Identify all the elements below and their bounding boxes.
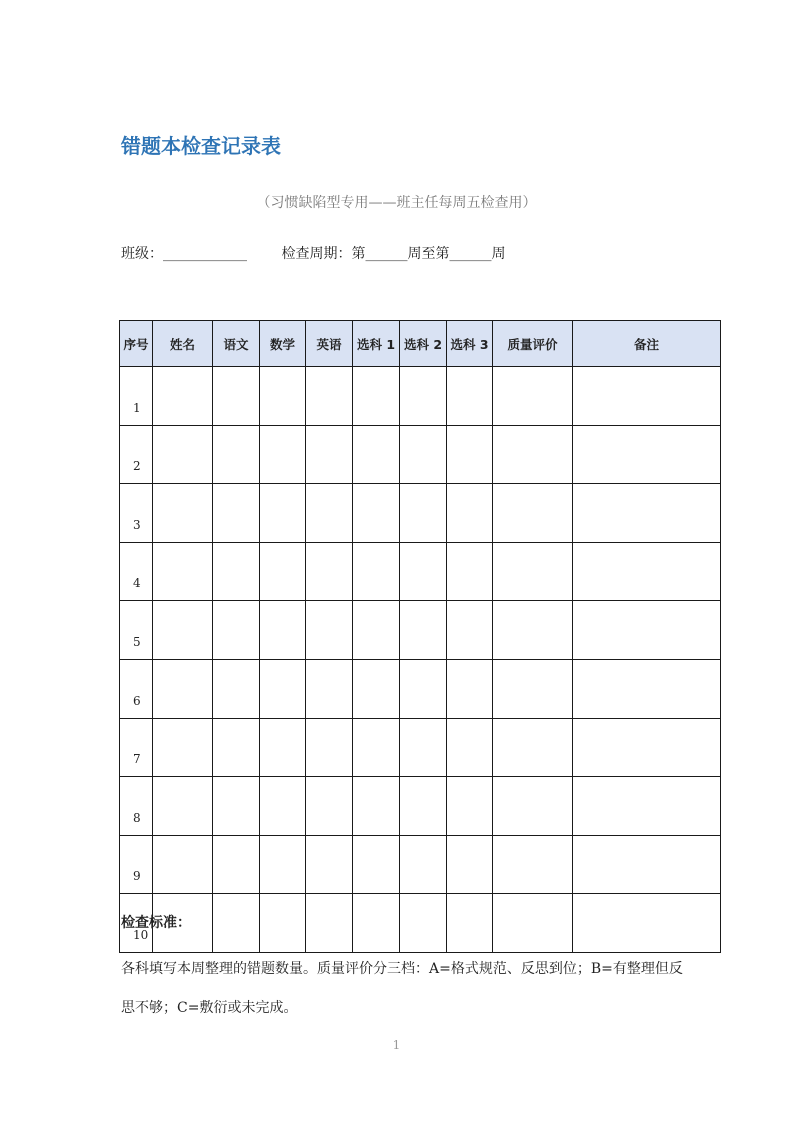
cell-elective-2[interactable] [400,718,447,777]
row-index: 2 [120,425,153,484]
cell-elective-1[interactable] [353,425,400,484]
cell-english[interactable] [306,894,353,953]
cell-english[interactable] [306,367,353,426]
cell-remarks[interactable] [573,835,721,894]
cell-quality[interactable] [493,835,573,894]
cell-math[interactable] [260,894,306,953]
header-english: 英语 [306,321,353,367]
cell-name[interactable] [153,777,213,836]
header-math: 数学 [260,321,306,367]
cell-elective-3[interactable] [447,718,493,777]
header-elective-2: 选科 2 [400,321,447,367]
table-row [120,777,721,836]
cell-english[interactable] [306,484,353,543]
table-row [120,425,721,484]
cell-elective-3[interactable] [447,835,493,894]
class-field: 班级：____________ [121,246,247,262]
cell-elective-1[interactable] [353,484,400,543]
cell-elective-3[interactable] [447,894,493,953]
cell-elective-3[interactable] [447,659,493,718]
cell-quality[interactable] [493,367,573,426]
cell-name[interactable] [153,367,213,426]
meta-row [121,243,505,263]
cell-name[interactable] [153,659,213,718]
cell-elective-3[interactable] [447,367,493,426]
cell-chinese[interactable] [213,425,260,484]
row-index: 6 [120,659,153,718]
criteria-title: 检查标准： [121,915,191,931]
cell-remarks[interactable] [573,425,721,484]
cell-elective-1[interactable] [353,367,400,426]
header-elective-3: 选科 3 [447,321,493,367]
cell-elective-2[interactable] [400,835,447,894]
table-row [120,718,721,777]
cell-elective-3[interactable] [447,425,493,484]
cell-elective-2[interactable] [400,425,447,484]
document-title: 错题本检查记录表 [121,134,281,158]
cell-elective-2[interactable] [400,367,447,426]
row-index: 4 [120,542,153,601]
cell-remarks[interactable] [573,777,721,836]
table-row [120,835,721,894]
header-quality: 质量评价 [493,321,573,367]
cell-elective-2[interactable] [400,777,447,836]
cell-quality[interactable] [493,542,573,601]
table-row [120,601,721,660]
cell-remarks[interactable] [573,659,721,718]
row-index: 10 [120,894,153,953]
cell-elective-1[interactable] [353,835,400,894]
cell-quality[interactable] [493,894,573,953]
cell-english[interactable] [306,835,353,894]
cell-name[interactable] [153,601,213,660]
header-elective-1: 选科 1 [353,321,400,367]
cell-math[interactable] [260,542,306,601]
cell-english[interactable] [306,777,353,836]
cell-chinese[interactable] [213,718,260,777]
cell-quality[interactable] [493,425,573,484]
document-subtitle: （习惯缺陷型专用——班主任每周五检查用） [256,195,537,211]
cell-chinese[interactable] [213,894,260,953]
cell-name[interactable] [153,835,213,894]
cell-elective-1[interactable] [353,542,400,601]
row-index: 1 [120,367,153,426]
cell-quality[interactable] [493,659,573,718]
cell-chinese[interactable] [213,835,260,894]
cell-english[interactable] [306,601,353,660]
cell-quality[interactable] [493,601,573,660]
cell-chinese[interactable] [213,659,260,718]
table-row [120,894,721,953]
cell-math[interactable] [260,777,306,836]
cell-remarks[interactable] [573,367,721,426]
period-field: 检查周期：第______周至第______周 [281,246,506,262]
cell-math[interactable] [260,601,306,660]
cell-math[interactable] [260,367,306,426]
cell-math[interactable] [260,835,306,894]
cell-math[interactable] [260,659,306,718]
cell-elective-2[interactable] [400,601,447,660]
cell-english[interactable] [306,425,353,484]
cell-chinese[interactable] [213,777,260,836]
row-index: 8 [120,777,153,836]
cell-elective-2[interactable] [400,894,447,953]
cell-quality[interactable] [493,484,573,543]
cell-name[interactable] [153,484,213,543]
cell-english[interactable] [306,542,353,601]
cell-remarks[interactable] [573,894,721,953]
cell-elective-3[interactable] [447,484,493,543]
cell-name[interactable] [153,425,213,484]
cell-math[interactable] [260,718,306,777]
cell-elective-1[interactable] [353,894,400,953]
header-remarks: 备注 [573,321,721,367]
cell-elective-2[interactable] [400,542,447,601]
table-row [120,484,721,543]
cell-remarks[interactable] [573,718,721,777]
cell-chinese[interactable] [213,601,260,660]
cell-remarks[interactable] [573,484,721,543]
cell-math[interactable] [260,484,306,543]
row-index: 9 [120,835,153,894]
row-index: 7 [120,718,153,777]
table-row [120,367,721,426]
header-name: 姓名 [153,321,213,367]
cell-elective-3[interactable] [447,542,493,601]
table-row [120,542,721,601]
cell-quality[interactable] [493,777,573,836]
cell-chinese[interactable] [213,367,260,426]
cell-elective-3[interactable] [447,777,493,836]
cell-remarks[interactable] [573,542,721,601]
header-index: 序号 [120,321,153,367]
cell-elective-1[interactable] [353,718,400,777]
cell-name[interactable] [153,718,213,777]
cell-elective-2[interactable] [400,659,447,718]
cell-name[interactable] [153,542,213,601]
row-index: 3 [120,484,153,543]
record-table [119,320,721,953]
cell-english[interactable] [306,718,353,777]
cell-math[interactable] [260,425,306,484]
cell-chinese[interactable] [213,484,260,543]
cell-chinese[interactable] [213,542,260,601]
row-index: 5 [120,601,153,660]
cell-elective-1[interactable] [353,659,400,718]
cell-quality[interactable] [493,718,573,777]
header-chinese: 语文 [213,321,260,367]
cell-elective-3[interactable] [447,601,493,660]
criteria-text: 各科填写本周整理的错题数量。质量评价分三档：A=格式规范、反思到位；B=有整理但反思不够；C=敷衍或未完成。 [121,961,683,1016]
cell-english[interactable] [306,659,353,718]
cell-remarks[interactable] [573,601,721,660]
table-header-row [120,321,721,367]
page-number: 1 [392,1038,401,1052]
table-row [120,659,721,718]
cell-elective-1[interactable] [353,777,400,836]
cell-elective-2[interactable] [400,484,447,543]
cell-elective-1[interactable] [353,601,400,660]
